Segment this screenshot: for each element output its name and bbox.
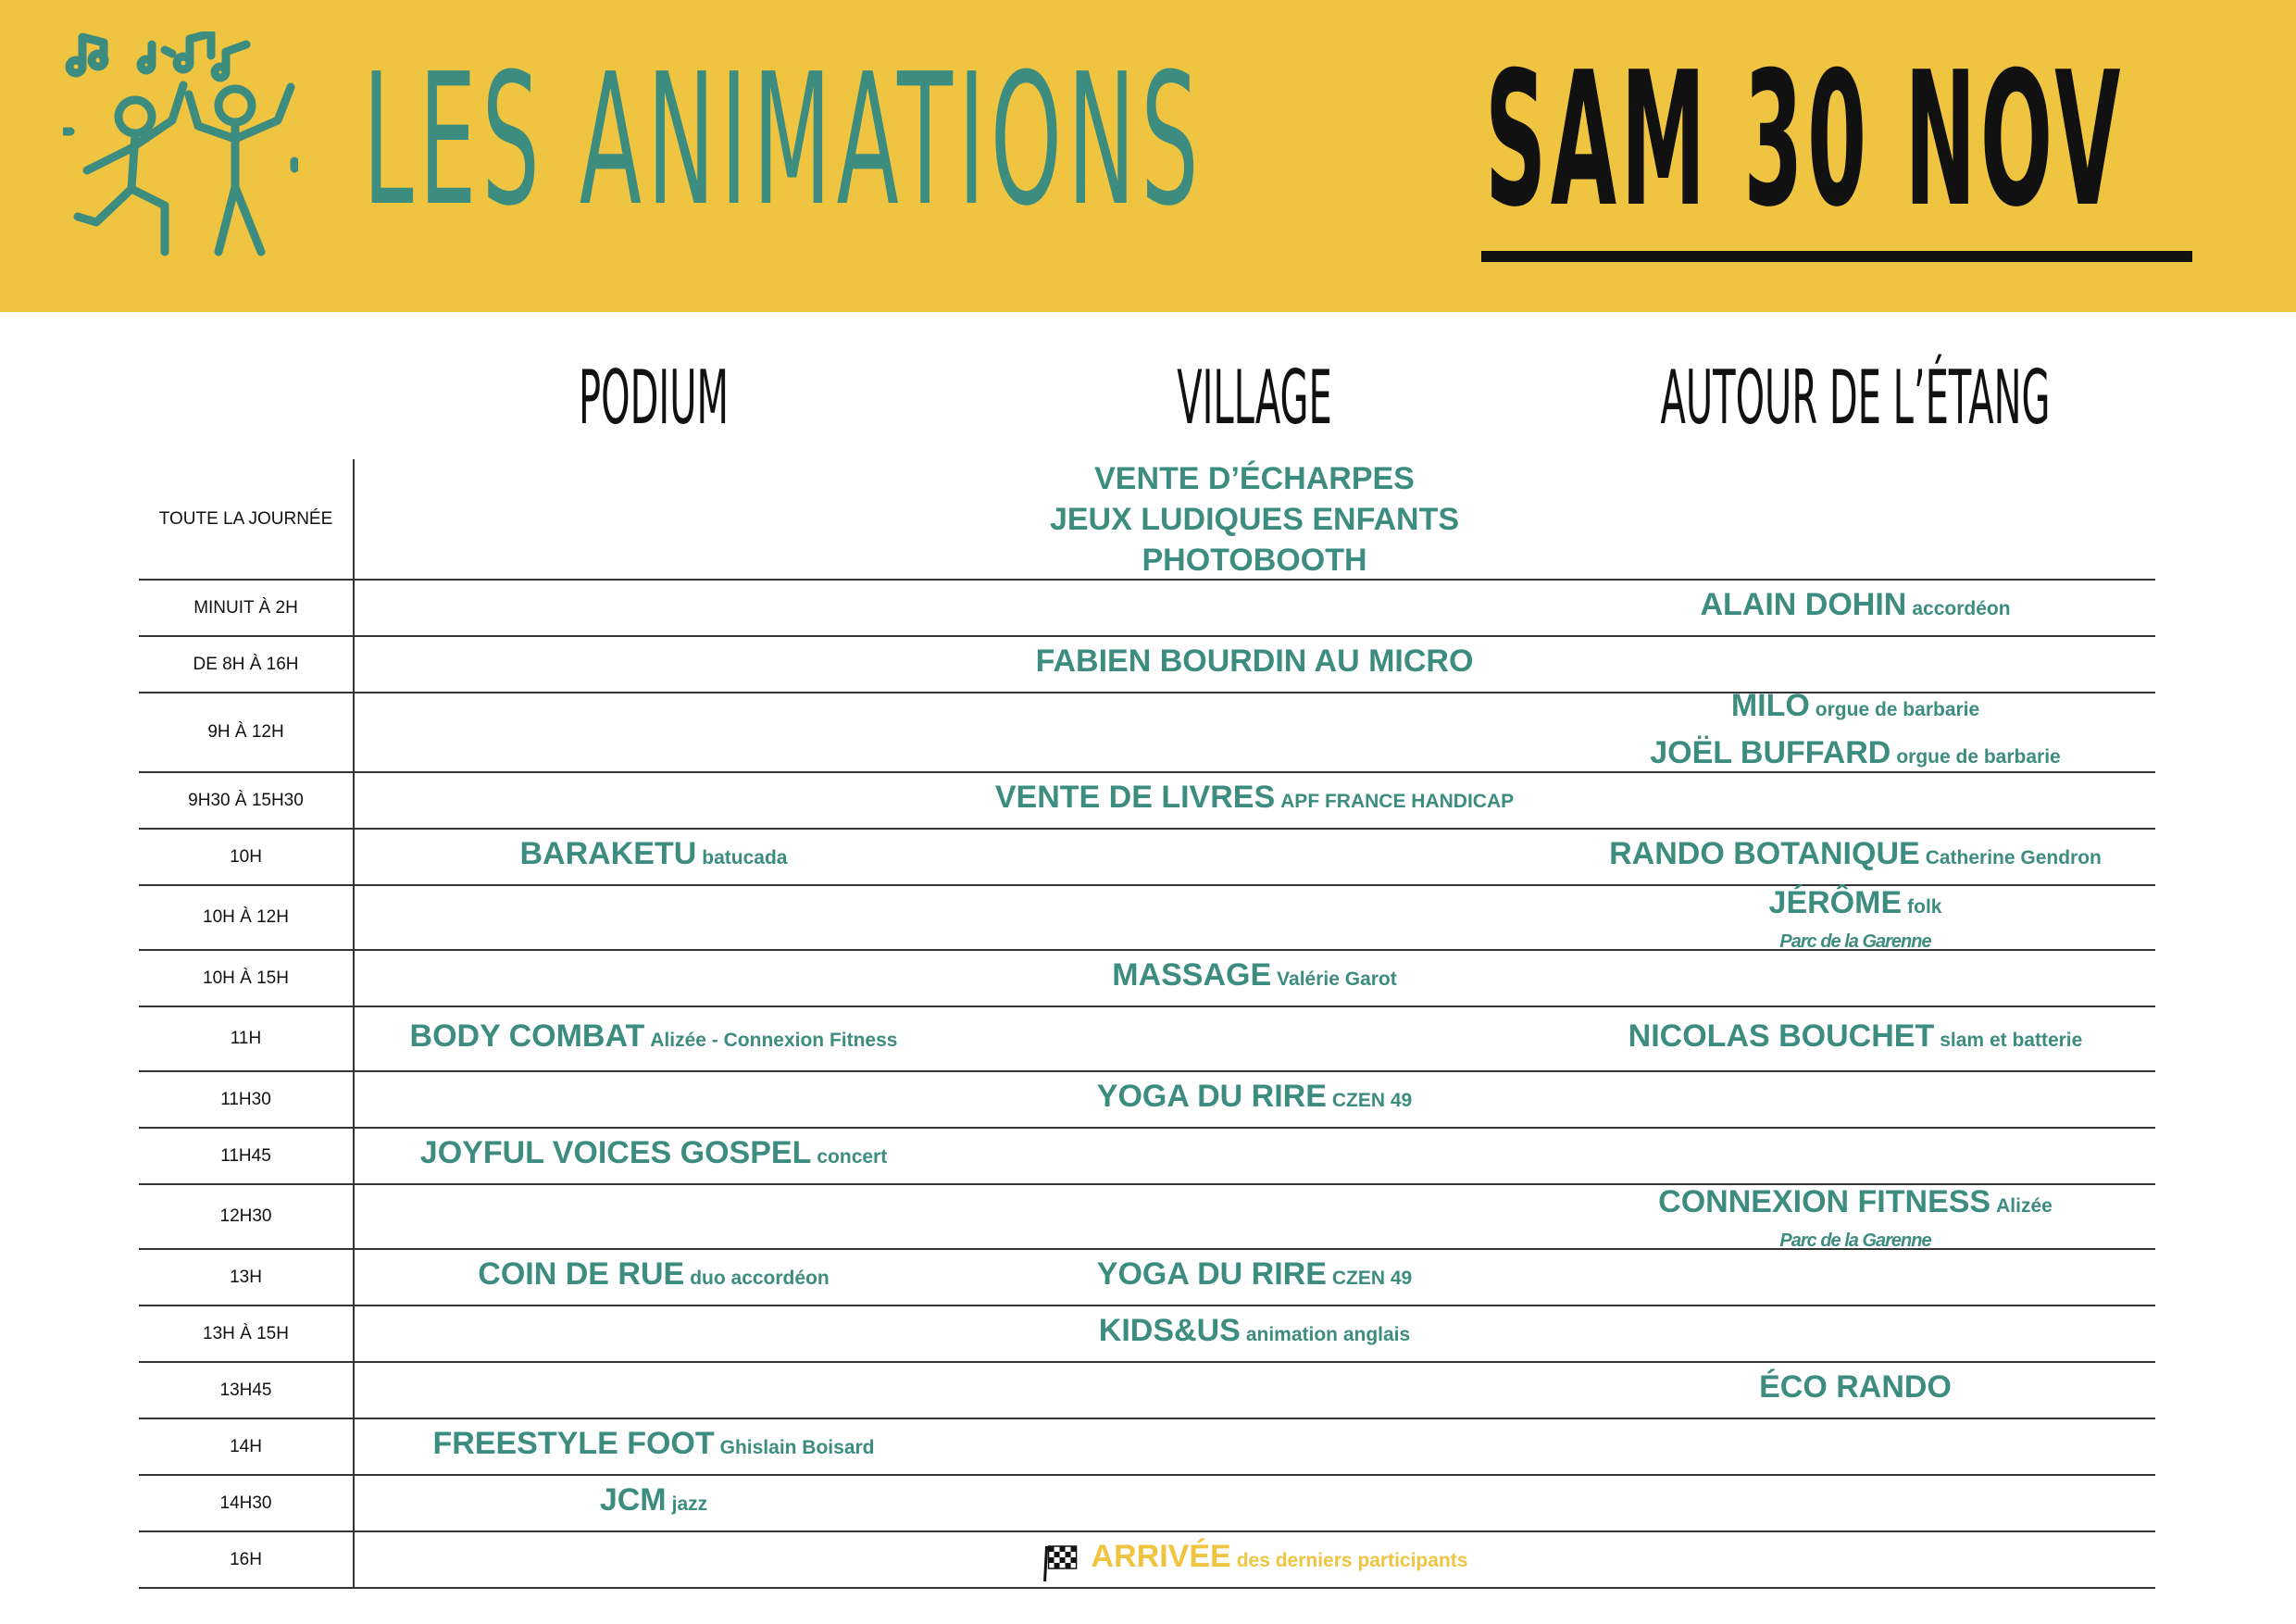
activity-detail: CZEN 49 <box>1331 1090 1413 1111</box>
activity-name: YOGA DU RIRE <box>1096 1079 1327 1114</box>
activity-name: BODY COMBAT <box>409 1018 645 1054</box>
activity-detail: CZEN 49 <box>1331 1268 1413 1289</box>
activity-name: JEUX LUDIQUES ENFANTS <box>1049 501 1460 537</box>
activity-detail: APF FRANCE HANDICAP <box>1280 791 1515 812</box>
schedule-row <box>139 1363 2155 1419</box>
column-header-podium: PODIUM <box>579 355 729 441</box>
activity-name: RANDO BOTANIQUE <box>1609 836 1920 871</box>
activity-detail: duo accordéon <box>690 1268 830 1289</box>
etang-activity <box>1658 1183 2053 1251</box>
schedule-row <box>139 773 2155 830</box>
time-slot: MINUIT À 2H <box>193 597 298 618</box>
activity-name: KIDS&US <box>1098 1313 1241 1348</box>
activity-name: CONNEXION FITNESS <box>1658 1183 1991 1219</box>
time-slot: 10H À 12H <box>203 907 289 927</box>
podium-activity <box>520 830 788 884</box>
activity-name: BARAKETU <box>519 836 697 871</box>
checkered-flag-icon <box>1042 1543 1079 1583</box>
village-activity <box>1099 1306 1410 1361</box>
podium-activity <box>420 1129 887 1183</box>
activity-detail: orgue de barbarie <box>1896 746 2061 768</box>
schedule-row <box>139 688 2155 773</box>
time-slot: 13H45 <box>219 1380 272 1400</box>
village-activity <box>1097 1250 1412 1305</box>
activity-name: JÉRÔME <box>1768 884 1903 920</box>
activity-name: VENTE DE LIVRES <box>994 780 1276 815</box>
schedule-row <box>139 1419 2155 1476</box>
schedule-row <box>139 1185 2155 1250</box>
time-slot: 9H30 À 15H30 <box>188 790 304 810</box>
location-note: Parc de la Garenne <box>1779 1230 1931 1251</box>
time-slot: 14H30 <box>219 1493 272 1513</box>
activity-name: COIN DE RUE <box>478 1256 685 1292</box>
time-slot: 12H30 <box>219 1206 272 1226</box>
schedule-row <box>139 1306 2155 1363</box>
activity-name: ALAIN DOHIN <box>1700 587 1907 622</box>
activity-detail: Valérie Garot <box>1277 968 1397 990</box>
etang-activity <box>1609 830 2102 884</box>
etang-activity <box>1759 1363 1952 1418</box>
time-slot: TOUTE LA JOURNÉE <box>158 508 333 529</box>
activity-detail: jazz <box>671 1493 708 1515</box>
header-banner <box>0 0 2296 312</box>
activity-detail: folk <box>1907 895 1942 918</box>
village-activity <box>995 773 1514 828</box>
time-slot: 14H <box>230 1436 262 1456</box>
activity-name: ÉCO RANDO <box>1759 1369 1952 1405</box>
activity-detail: Catherine Gendron <box>1925 847 2102 868</box>
schedule-row <box>139 830 2155 886</box>
village-activity <box>1050 459 1459 579</box>
schedule-row <box>139 886 2155 951</box>
time-slot: 13H À 15H <box>203 1323 289 1343</box>
schedule-row <box>139 1476 2155 1532</box>
village-activity <box>1097 1072 1412 1127</box>
activity-detail: Alizée - Connexion Fitness <box>650 1029 898 1051</box>
time-slot: 10H <box>230 846 262 867</box>
etang-activity <box>1650 688 2061 771</box>
schedule-row <box>139 1129 2155 1185</box>
dancing-people-icon <box>63 31 298 257</box>
village-activity <box>1112 951 1397 1006</box>
time-slot: 10H À 15H <box>203 968 289 988</box>
time-slot: 13H <box>230 1267 262 1287</box>
village-activity <box>1042 1532 1468 1587</box>
activity-detail: slam et batterie <box>1940 1029 2083 1051</box>
etang-activity <box>1700 581 2010 635</box>
schedule-row <box>139 459 2155 581</box>
schedule-row <box>139 1250 2155 1306</box>
activity-name: VENTE D’ÉCHARPES <box>1094 460 1415 496</box>
activity-detail: des derniers participants <box>1236 1550 1468 1571</box>
podium-activity <box>478 1250 829 1305</box>
schedule-row <box>139 581 2155 637</box>
time-slot: DE 8H À 16H <box>193 654 299 674</box>
activity-detail: batucada <box>702 847 788 868</box>
activity-name: ARRIVÉE <box>1091 1539 1231 1574</box>
activity-name: JOYFUL VOICES GOSPEL <box>419 1135 812 1170</box>
schedule-row <box>139 1007 2155 1072</box>
activity-detail: Ghislain Boisard <box>719 1437 875 1458</box>
page-title: LES ANIMATIONS <box>363 35 1204 246</box>
time-slot: 16H <box>230 1549 262 1569</box>
time-slot: 11H <box>230 1029 262 1048</box>
activity-detail: orgue de barbarie <box>1815 699 1980 720</box>
location-note: Parc de la Garenne <box>1779 931 1931 952</box>
podium-activity <box>410 1007 898 1070</box>
activity-name: JCM <box>599 1482 667 1518</box>
activity-name: MILO <box>1730 688 1810 723</box>
time-slot: 11H30 <box>220 1089 271 1109</box>
column-header-etang: AUTOUR DE L’ÉTANG <box>1660 355 2051 441</box>
podium-activity <box>433 1419 875 1474</box>
activity-name: MASSAGE <box>1112 957 1272 993</box>
podium-activity <box>600 1476 707 1530</box>
date-underline <box>1481 251 2192 262</box>
schedule-row <box>139 1532 2155 1589</box>
activity-name: PHOTOBOOTH <box>1142 542 1367 578</box>
schedule-row <box>139 951 2155 1007</box>
village-activity <box>1036 637 1474 692</box>
activity-detail: Alizée <box>1996 1194 2053 1217</box>
event-date: SAM 30 NOV <box>1485 32 2126 248</box>
schedule-row <box>139 1072 2155 1129</box>
activity-detail: concert <box>817 1146 888 1168</box>
activity-name: FREESTYLE FOOT <box>432 1426 715 1461</box>
activity-name: YOGA DU RIRE <box>1096 1256 1327 1292</box>
etang-activity <box>1768 884 1942 952</box>
time-slot: 9H À 12H <box>207 722 284 742</box>
activity-name: NICOLAS BOUCHET <box>1628 1018 1935 1054</box>
activity-detail: accordéon <box>1912 598 2011 619</box>
time-slot: 11H45 <box>220 1145 271 1166</box>
activity-name: JOËL BUFFARD <box>1650 735 1891 770</box>
activity-name: FABIEN BOURDIN AU MICRO <box>1035 643 1474 679</box>
etang-activity <box>1628 1007 2083 1070</box>
activity-detail: animation anglais <box>1245 1324 1411 1345</box>
column-header-village: VILLAGE <box>1177 355 1332 441</box>
